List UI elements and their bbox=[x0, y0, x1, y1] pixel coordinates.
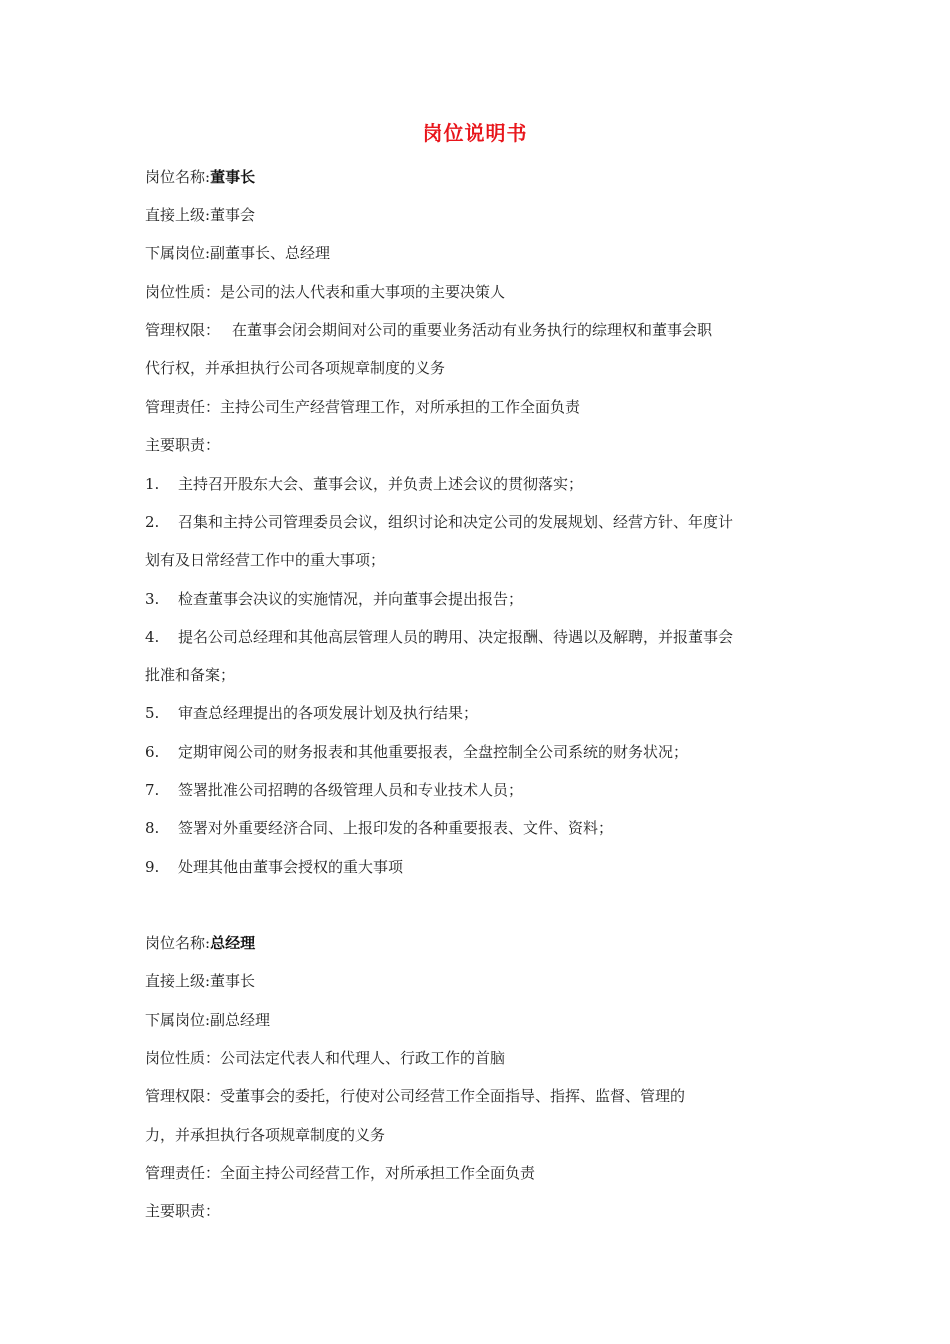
duty-number: 3. bbox=[145, 590, 160, 608]
duty-item bbox=[145, 742, 825, 762]
duty-number: 8. bbox=[145, 819, 160, 837]
main-duties-label: 主要职责： bbox=[145, 1202, 221, 1220]
duty-number: 7. bbox=[145, 781, 160, 799]
position-name-label: 岗位名称: bbox=[145, 934, 211, 952]
direct-superior: 直接上级:董事会 bbox=[145, 206, 256, 224]
duty-item bbox=[145, 857, 825, 877]
duty-item bbox=[145, 780, 825, 800]
duty-text-continued: 批准和备案； bbox=[145, 666, 236, 684]
management-authority-continued: 力，并承担执行各项规章制度的义务 bbox=[145, 1126, 386, 1144]
duty-text: 处理其他由董事会授权的重大事项 bbox=[178, 858, 404, 876]
duty-number: 9. bbox=[145, 858, 160, 876]
subordinate-positions: 下属岗位:副董事长、总经理 bbox=[145, 244, 331, 262]
duty-number: 6. bbox=[145, 743, 160, 761]
management-authority-continued: 代行权，并承担执行公司各项规章制度的义务 bbox=[145, 359, 446, 377]
position-name-line bbox=[145, 933, 825, 953]
duty-text: 主持召开股东大会、董事会议，并负责上述会议的贯彻落实； bbox=[178, 475, 584, 493]
duty-text: 定期审阅公司的财务报表和其他重要报表，全盘控制全公司系统的财务状况； bbox=[178, 743, 689, 761]
position-nature: 岗位性质：公司法定代表人和代理人、行政工作的首脑 bbox=[145, 1049, 506, 1067]
direct-superior: 直接上级:董事长 bbox=[145, 972, 256, 990]
duty-text: 提名公司总经理和其他高层管理人员的聘用、决定报酬、待遇以及解聘，并报董事会 bbox=[178, 628, 734, 646]
duty-item bbox=[145, 474, 825, 494]
duty-text: 召集和主持公司管理委员会议，组织讨论和决定公司的发展规划、经营方针、年度计 bbox=[178, 513, 734, 531]
duty-number: 1. bbox=[145, 475, 160, 493]
management-responsibility: 管理责任：主持公司生产经营管理工作，对所承担的工作全面负责 bbox=[145, 398, 581, 416]
document-title: 岗位说明书 bbox=[422, 121, 528, 145]
duty-number: 2. bbox=[145, 513, 160, 531]
main-duties-label: 主要职责： bbox=[145, 436, 221, 454]
management-authority-label: 管理权限： bbox=[145, 321, 221, 339]
duty-text: 签署对外重要经济合同、上报印发的各种重要报表、文件、资料； bbox=[178, 819, 614, 837]
duty-text: 签署批准公司招聘的各级管理人员和专业技术人员； bbox=[178, 781, 524, 799]
management-responsibility: 管理责任：全面主持公司经营工作，对所承担工作全面负责 bbox=[145, 1164, 536, 1182]
duty-text: 审查总经理提出的各项发展计划及执行结果； bbox=[178, 704, 479, 722]
duty-item bbox=[145, 589, 825, 609]
duty-item bbox=[145, 512, 825, 532]
duty-number: 4. bbox=[145, 628, 160, 646]
position-name-label: 岗位名称: bbox=[145, 168, 211, 186]
position-nature: 岗位性质：是公司的法人代表和重大事项的主要决策人 bbox=[145, 283, 506, 301]
duty-item bbox=[145, 627, 825, 647]
duty-item bbox=[145, 703, 825, 723]
duty-number: 5. bbox=[145, 704, 160, 722]
subordinate-positions: 下属岗位:副总经理 bbox=[145, 1011, 271, 1029]
duty-text: 检查董事会决议的实施情况，并向董事会提出报告； bbox=[178, 590, 524, 608]
position-name-value: 董事长 bbox=[210, 168, 256, 186]
duty-item bbox=[145, 818, 825, 838]
position-name-line bbox=[145, 167, 825, 187]
management-authority bbox=[145, 320, 825, 340]
duty-text-continued: 划有及日常经营工作中的重大事项； bbox=[145, 551, 386, 569]
position-name-value: 总经理 bbox=[210, 934, 256, 952]
management-authority: 管理权限：受董事会的委托，行使对公司经营工作全面指导、指挥、监督、管理的 bbox=[145, 1087, 686, 1105]
management-authority-text: 在董事会闭会期间对公司的重要业务活动有业务执行的综理权和董事会职 bbox=[232, 321, 713, 339]
